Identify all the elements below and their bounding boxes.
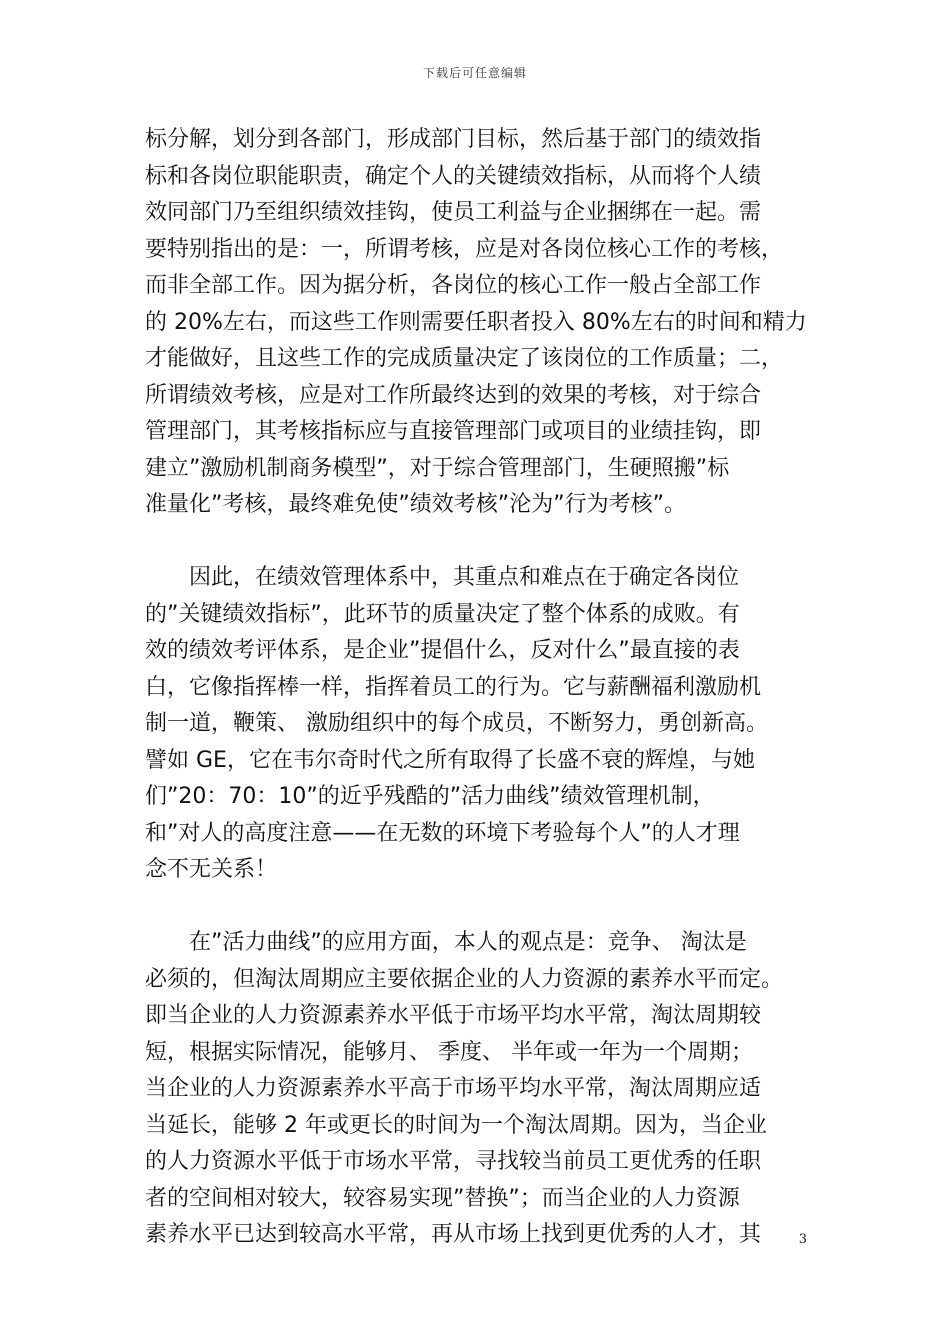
paragraph-1 [145, 122, 810, 524]
text-line: 要特别指出的是：一，所谓考核，应是对各岗位核心工作的考核， [145, 236, 784, 262]
text-line: 譬如 GE，它在韦尔奇时代之所有取得了长盛不衰的辉煌，与她 [145, 747, 755, 773]
page-number: 3 [798, 1232, 807, 1247]
text-line: 者的空间相对较大，较容易实现”替换”；而当企业的人力资源 [145, 1185, 740, 1211]
text-line: 的人力资源水平低于市场水平常，寻找较当前员工更优秀的任职 [145, 1149, 762, 1174]
text-line: 和”对人的高度注意——在无数的环境下考验每个人”的人才理 [145, 820, 740, 846]
text-line: 因此，在绩效管理体系中，其重点和难点在于确定各岗位 [189, 565, 740, 590]
text-line: 管理部门，其考核指标应与直接管理部门或项目的业绩挂钩，即 [145, 419, 762, 444]
paragraph-3 [145, 925, 810, 1254]
paragraph-gap [145, 889, 810, 926]
text-line: 短，根据实际情况，能够月、 季度、 半年或一年为一个周期； [145, 1039, 753, 1065]
page-header-note: 下载后可任意编辑 [422, 66, 527, 80]
text-line: 们”20：70：10”的近乎残酷的”活力曲线”绩效管理机制， [145, 784, 715, 809]
text-line: 标分解，划分到各部门，形成部门目标，然后基于部门的绩效指 [145, 127, 762, 152]
text-line: 建立”激励机制商务模型”，对于综合管理部门，生硬照搬”标 [145, 455, 730, 481]
text-line: 即当企业的人力资源素养水平低于市场平均水平常，淘汰周期较 [145, 1003, 762, 1028]
text-line: 制一道，鞭策、 激励组织中的每个成员，不断努力，勇创新高。 [145, 711, 768, 736]
text-line: 效同部门乃至组织绩效挂钩，使员工利益与企业捆绑在一起。需 [145, 200, 762, 225]
text-line: 素养水平已达到较高水平常，再从市场上找到更优秀的人才，其 [145, 1222, 762, 1247]
text-line: 准量化”考核，最终难免使”绩效考核”沦为”行为考核”。 [145, 492, 686, 517]
text-line: 而非全部工作。因为据分析，各岗位的核心工作一般占全部工作 [145, 273, 762, 298]
text-line: 当企业的人力资源素养水平高于市场平均水平常，淘汰周期应适 [145, 1076, 762, 1101]
paragraph-2 [145, 560, 810, 889]
text-line: 当延长，能够 2 年或更长的时间为一个淘汰周期。因为，当企业 [145, 1112, 767, 1138]
text-line: 白，它像指挥棒一样，指挥着员工的行为。它与薪酬福利激励机 [145, 674, 762, 700]
text-line: 的 20%左右，而这些工作则需要任职者投入 80%左右的时间和精力 [145, 309, 807, 335]
text-line: 念不无关系！ [145, 857, 278, 882]
text-line: 所谓绩效考核，应是对工作所最终达到的效果的考核，对于综合 [145, 382, 762, 408]
text-line: 的”关键绩效指标”，此环节的质量决定了整个体系的成败。有 [145, 601, 740, 627]
body-text [145, 122, 810, 1254]
text-line: 必须的，但淘汰周期应主要依据企业的人力资源的素养水平而定。 [145, 966, 784, 992]
text-line: 标和各岗位职能职责，确定个人的关键绩效指标，从而将个人绩 [145, 163, 762, 189]
text-line: 效的绩效考评体系，是企业”提倡什么，反对什么”最直接的表 [145, 638, 740, 663]
text-line: 在”活力曲线”的应用方面，本人的观点是：竞争、 淘汰是 [189, 930, 747, 955]
text-line: 才能做好，且这些工作的完成质量决定了该岗位的工作质量；二， [145, 346, 784, 371]
paragraph-gap [145, 524, 810, 561]
